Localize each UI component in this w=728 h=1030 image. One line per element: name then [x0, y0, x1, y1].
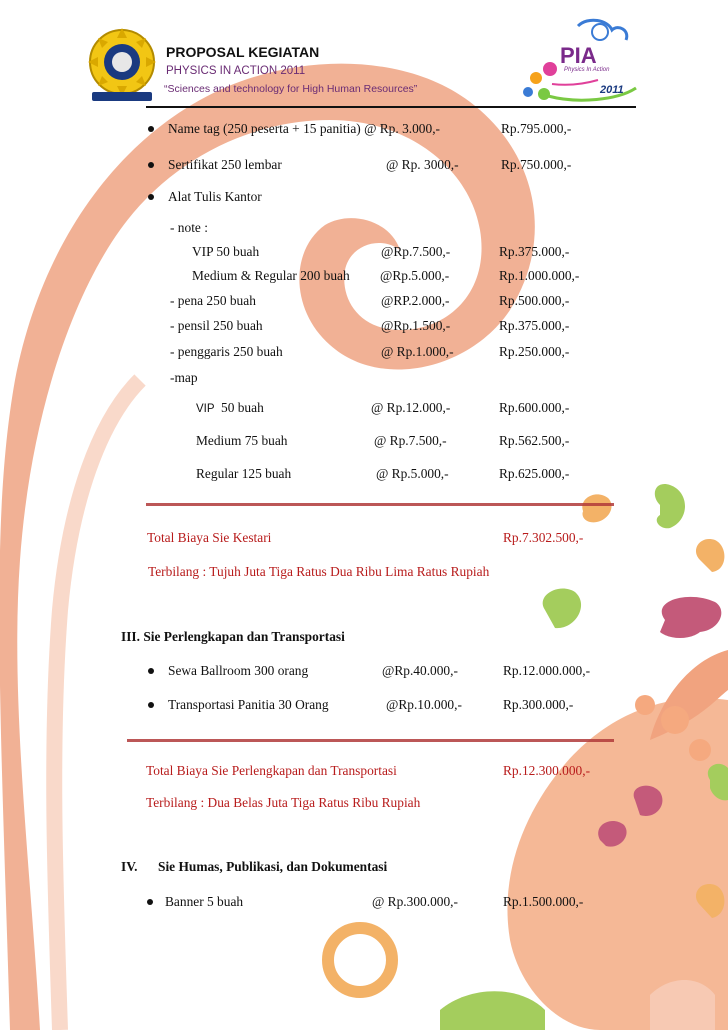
section-divider: [146, 503, 614, 506]
atk-row-label: - pena 250 buah: [170, 293, 256, 308]
event-name: PHYSICS IN ACTION 2011: [166, 65, 306, 77]
map-row-total: Rp.562.500,-: [499, 433, 570, 448]
total-value: Rp.12.300.000,-: [503, 763, 591, 778]
atk-row-unit: @Rp.1.500,-: [381, 318, 451, 333]
atk-row-label: VIP 50 buah: [192, 244, 260, 259]
total-label: Total Biaya Sie Kestari: [147, 530, 272, 545]
atk-row-unit: @ Rp.1.000,-: [381, 344, 454, 359]
item-label: Sewa Ballroom 300 orang: [168, 663, 309, 678]
proposal-title: PROPOSAL KEGIATAN: [166, 44, 320, 60]
map-row-prefix: VIP: [196, 403, 215, 415]
item-total: Rp.12.000.000,-: [503, 663, 591, 678]
item-unit-price: @Rp.40.000,-: [382, 663, 458, 678]
item-total: Rp.750.000,-: [501, 157, 572, 172]
item-unit-price: @ Rp.300.000,-: [372, 894, 458, 909]
item-unit-price: @ Rp. 3000,-: [386, 157, 459, 172]
event-tagline: “Sciences and technology for High Human Resources”: [164, 83, 418, 95]
note-label: - note :: [170, 220, 208, 235]
bullet-icon: [148, 126, 154, 132]
item-label: Transportasi Panitia 30 Orang: [168, 697, 329, 712]
item-label: Sertifikat 250 lembar: [168, 157, 282, 172]
item-label: Name tag (250 peserta + 15 panitia) @ Rp. 3.000,-: [168, 121, 441, 136]
item-label: Alat Tulis Kantor: [168, 189, 262, 204]
section-divider: [127, 739, 614, 742]
terbilang-text: Terbilang : Dua Belas Juta Tiga Ratus Ribu Rupiah: [146, 795, 421, 810]
item-total: Rp.300.000,-: [503, 697, 574, 712]
map-row-label: Medium 75 buah: [196, 433, 288, 448]
bullet-icon: [148, 162, 154, 168]
item-unit-price: @Rp.10.000,-: [386, 697, 462, 712]
map-row-total: Rp.625.000,-: [499, 466, 570, 481]
map-label: -map: [170, 370, 198, 385]
total-label: Total Biaya Sie Perlengkapan dan Transportasi: [146, 763, 397, 778]
atk-row-label: - penggaris 250 buah: [170, 344, 283, 359]
section-heading: Sie Humas, Publikasi, dan Dokumentasi: [158, 859, 388, 874]
bullet-icon: [147, 899, 153, 905]
atk-row-total: Rp.375.000,-: [499, 318, 570, 333]
atk-row-total: Rp.250.000,-: [499, 344, 570, 359]
bullet-icon: [148, 194, 154, 200]
total-value: Rp.7.302.500,-: [503, 530, 584, 545]
item-total: Rp.795.000,-: [501, 121, 572, 136]
pia-logo-text: PIA: [560, 43, 597, 68]
atk-row-total: Rp.500.000,-: [499, 293, 570, 308]
map-row-unit: @ Rp.7.500,-: [374, 433, 447, 448]
item-total: Rp.1.500.000,-: [503, 894, 584, 909]
section-number: IV.: [121, 859, 138, 874]
item-label: Banner 5 buah: [165, 894, 244, 909]
pia-logo: [508, 14, 638, 106]
map-row-label: 50 buah: [221, 400, 264, 415]
bullet-icon: [148, 702, 154, 708]
pia-logo-year: 2011: [600, 84, 624, 96]
map-row-total: Rp.600.000,-: [499, 400, 570, 415]
terbilang-text: Terbilang : Tujuh Juta Tiga Ratus Dua Ribu Lima Ratus Rupiah: [148, 564, 490, 579]
atk-row-total: Rp.1.000.000,-: [499, 268, 580, 283]
atk-row-unit: @RP.2.000,-: [381, 293, 450, 308]
atk-row-unit: @Rp.7.500,-: [381, 244, 451, 259]
bullet-icon: [148, 668, 154, 674]
atk-row-label: Medium & Regular 200 buah: [192, 268, 350, 283]
section-heading: III. Sie Perlengkapan dan Transportasi: [121, 629, 345, 644]
atk-row-label: - pensil 250 buah: [170, 318, 263, 333]
atk-row-total: Rp.375.000,-: [499, 244, 570, 259]
university-emblem-icon: [84, 24, 160, 104]
map-row-unit: @ Rp.5.000,-: [376, 466, 449, 481]
map-row-unit: @ Rp.12.000,-: [371, 400, 451, 415]
header-rule: [146, 106, 636, 108]
map-row-label: Regular 125 buah: [196, 466, 292, 481]
atk-row-unit: @Rp.5.000,-: [380, 268, 450, 283]
pia-logo-slogan: Physics In Action: [564, 67, 610, 73]
